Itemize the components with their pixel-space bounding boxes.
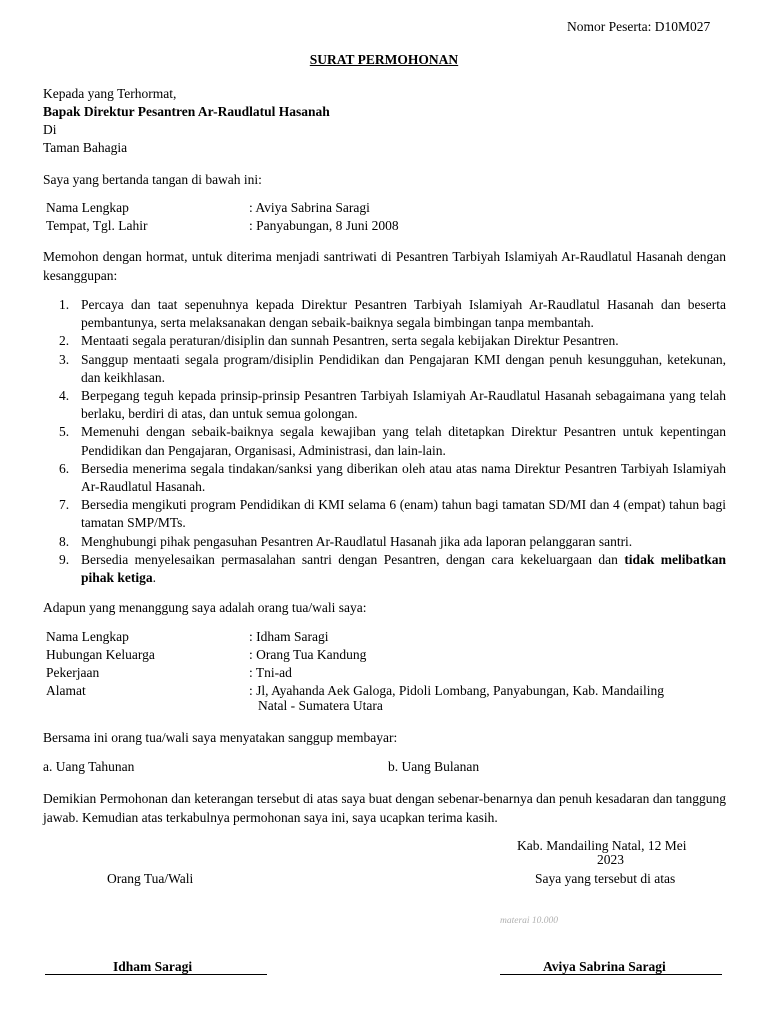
- sign-left-name: Idham Saragi: [113, 959, 193, 974]
- sign-place-date: Kab. Mandailing Natal, 12 Mei: [517, 838, 687, 853]
- applicant-birth-label: Tempat, Tgl. Lahir: [46, 218, 148, 233]
- list-item-text: Percaya dan taat sepenuhnya kepada Direktur Pesantren Tarbiyah Islamiyah Ar-Raudlatul Hasanah dan beserta pembantunya, serta melaksanakan dengan sebaik-baiknya segala bimbingan tanpa membantah.: [81, 297, 726, 331]
- guardian-address-value: : Jl, Ayahanda Aek Galoga, Pidoli Lombang, Panyabungan, Kab. Mandailing: [249, 683, 664, 698]
- list-item-number: 7.: [59, 497, 70, 513]
- guardian-relation-value: : Orang Tua Kandung: [249, 647, 367, 662]
- list-item-text: Berpegang teguh kepada prinsip-prinsip Pesantren Tarbiyah Islamiyah Ar-Raudlatul Hasanah sebagaimana yang telah berlaku, berdiri di atas, dan untuk semua golongan.: [81, 388, 726, 422]
- list-item-text: Mentaati segala peraturan/disiplin dan sunnah Pesantren, serta segala kebijakan Direktur Pesantren.: [81, 333, 619, 349]
- list-item: [43, 332, 726, 350]
- list-item-number: 3.: [59, 351, 70, 367]
- list-item: [43, 423, 726, 459]
- list-item: [43, 351, 726, 387]
- applicant-birth-value: : Panyabungan, 8 Juni 2008: [249, 218, 399, 233]
- applicant-name-label: Nama Lengkap: [46, 200, 129, 215]
- guardian-address-label: Alamat: [46, 683, 86, 698]
- intro-text: Saya yang bertanda tangan di bawah ini:: [43, 172, 262, 187]
- sign-year: 2023: [597, 852, 624, 867]
- list-item: [43, 460, 726, 496]
- list-item-number: 4.: [59, 388, 70, 404]
- payment-option-monthly: b. Uang Bulanan: [388, 759, 480, 774]
- list-item-tail: .: [152, 570, 157, 586]
- recipient-name: Bapak Direktur Pesantren Ar-Raudlatul Hasanah: [43, 104, 330, 119]
- commitment-list: [43, 296, 726, 587]
- recipient-at: Di: [43, 122, 57, 137]
- list-item-number: 9.: [59, 551, 70, 567]
- recipient-greeting: Kepada yang Terhormat,: [43, 86, 177, 101]
- list-item-text: Bersedia menyelesaikan permasalahan santri dengan Pesantren, dengan cara kekeluargaan dan: [81, 551, 625, 567]
- list-item-text: Sanggup mentaati segala program/disiplin Pendidikan dan Pengajaran KMI dengan penuh kesungguhan, ketekunan, dan keikhlasan.: [81, 351, 726, 385]
- guardian-name-value: : Idham Saragi: [249, 629, 329, 644]
- list-item-number: 8.: [59, 533, 70, 549]
- sign-left-role: Orang Tua/Wali: [107, 871, 194, 886]
- list-item-text: Bersedia menerima segala tindakan/sanksi yang diberikan oleh atau atas nama Direktur Pesantren Tarbiyah Islamiyah Ar-Raudlatul Hasanah.: [81, 460, 726, 495]
- list-item: [43, 533, 726, 551]
- guardian-relation-label: Hubungan Keluarga: [46, 647, 155, 662]
- list-item: [43, 296, 726, 332]
- sign-left-line: [45, 974, 267, 975]
- list-item-text: Menghubungi pihak pengasuhan Pesantren Ar-Raudlatul Hasanah jika ada laporan pelanggaran santri.: [81, 533, 633, 549]
- participant-number: Nomor Peserta: D10M027: [567, 19, 711, 34]
- guardian-job-label: Pekerjaan: [46, 665, 100, 680]
- list-item-text: Memenuhi dengan sebaik-baiknya segala kewajiban yang telah ditetapkan Direktur Pesantren untuk kepentingan Pendidikan dan Pengajaran, Organisasi, Administrasi, dan lain-lain.: [81, 424, 726, 458]
- list-item-bold-text: tidak melibatkan pihak ketiga: [81, 551, 726, 586]
- list-item-text: Bersedia mengikuti program Pendidikan di KMI selama 6 (enam) tahun bagi tamatan SD/MI dan 4 (empat) tahun bagi tamatan SMP/MTs.: [81, 497, 726, 531]
- payment-option-annual: a. Uang Tahunan: [43, 759, 135, 774]
- list-item-number: 6.: [59, 460, 70, 476]
- request-paragraph: Memohon dengan hormat, untuk diterima menjadi santriwati di Pesantren Tarbiyah Islamiyah Ar-Raudlatul Hasanah dengan kesanggupan:: [43, 249, 726, 283]
- list-item: [43, 387, 726, 423]
- list-item-number: 1.: [59, 297, 70, 312]
- list-item-number: 2.: [59, 333, 70, 349]
- guardian-address-value-line2: Natal - Sumatera Utara: [258, 698, 383, 713]
- page-title: SURAT PERMOHONAN: [309, 52, 459, 67]
- list-item: [43, 496, 726, 532]
- list-item-number: 5.: [59, 424, 70, 440]
- recipient-place: Taman Bahagia: [43, 140, 128, 155]
- sign-right-line: [500, 974, 722, 975]
- list-item: [43, 551, 726, 587]
- guardian-name-label: Nama Lengkap: [46, 629, 129, 644]
- payment-intro: Bersama ini orang tua/wali saya menyatakan sanggup membayar:: [43, 730, 398, 745]
- stamp-duty-mark: materai 10.000: [500, 916, 559, 926]
- sign-right-role: Saya yang tersebut di atas: [535, 871, 676, 886]
- applicant-name-value: : Aviya Sabrina Saragi: [249, 200, 370, 215]
- guardian-intro: Adapun yang menanggung saya adalah orang tua/wali saya:: [43, 600, 367, 615]
- guardian-job-value: : Tni-ad: [249, 665, 292, 680]
- closing-paragraph: Demikian Permohonan dan keterangan tersebut di atas saya buat dengan sebenar-benarnya dan penuh kesadaran dan tanggung jawab. Kemudian atas terkabulnya permohonan saya ini, saya ucapkan terima kasih.: [43, 791, 726, 825]
- sign-right-name: Aviya Sabrina Saragi: [543, 959, 666, 974]
